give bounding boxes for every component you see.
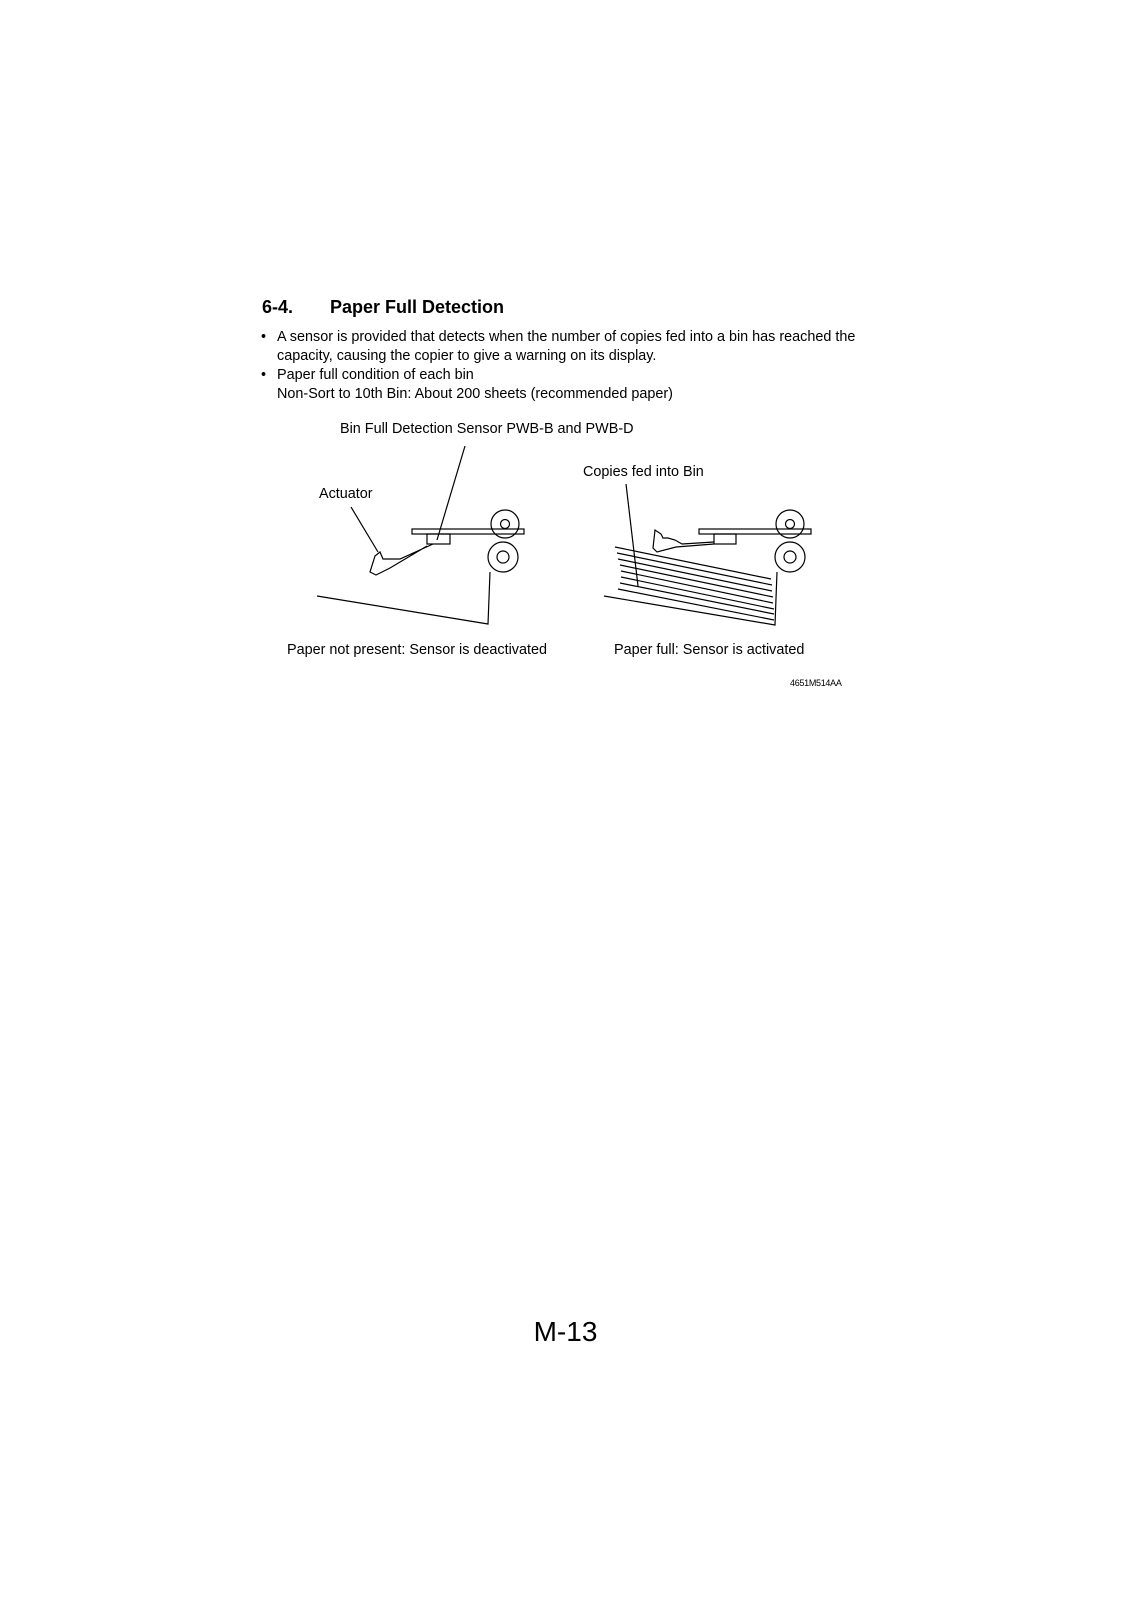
page-number: M-13 <box>533 1316 598 1347</box>
leader-line-actuator <box>351 507 378 552</box>
section-heading <box>262 297 504 318</box>
label-copies: Copies fed into Bin <box>583 464 704 480</box>
bullet-list <box>261 328 881 404</box>
bullet-marker: • <box>261 367 267 383</box>
bullet-item <box>261 366 881 404</box>
mechanism-diagram <box>280 420 880 710</box>
actuator-lever <box>370 544 433 575</box>
bullet-subtext: Non-Sort to 10th Bin: About 200 sheets (recommended paper) <box>277 386 673 402</box>
label-sensor: Bin Full Detection Sensor PWB-B and PWB-D <box>340 421 634 437</box>
sensor-bracket <box>699 529 811 534</box>
lower-roller <box>488 542 518 572</box>
empty-bin-tray <box>317 572 490 624</box>
section-title: Paper Full Detection <box>330 297 505 317</box>
caption-left: Paper not present: Sensor is deactivated <box>287 642 547 658</box>
sensor-bracket <box>412 529 524 534</box>
lower-roller <box>775 542 805 572</box>
bullet-text: A sensor is provided that detects when the number of copies fed into a bin has reached the capacity, causing the copier to give a warning on its display. <box>277 329 856 364</box>
figure-code: 4651M514AA <box>790 678 842 688</box>
paper-full-detection-figure <box>280 420 880 710</box>
caption-right: Paper full: Sensor is activated <box>614 642 805 658</box>
label-actuator: Actuator <box>319 486 373 502</box>
paper-stack <box>615 547 774 620</box>
leader-line-sensor <box>437 446 465 540</box>
bullet-marker: • <box>261 329 267 345</box>
actuator-lever-raised <box>653 530 714 552</box>
section-number: 6-4. <box>262 297 294 317</box>
bullet-text: Paper full condition of each bin <box>277 367 474 383</box>
bullet-item <box>261 328 881 366</box>
leader-line-copies <box>626 484 638 586</box>
detection-sensor <box>714 534 736 544</box>
